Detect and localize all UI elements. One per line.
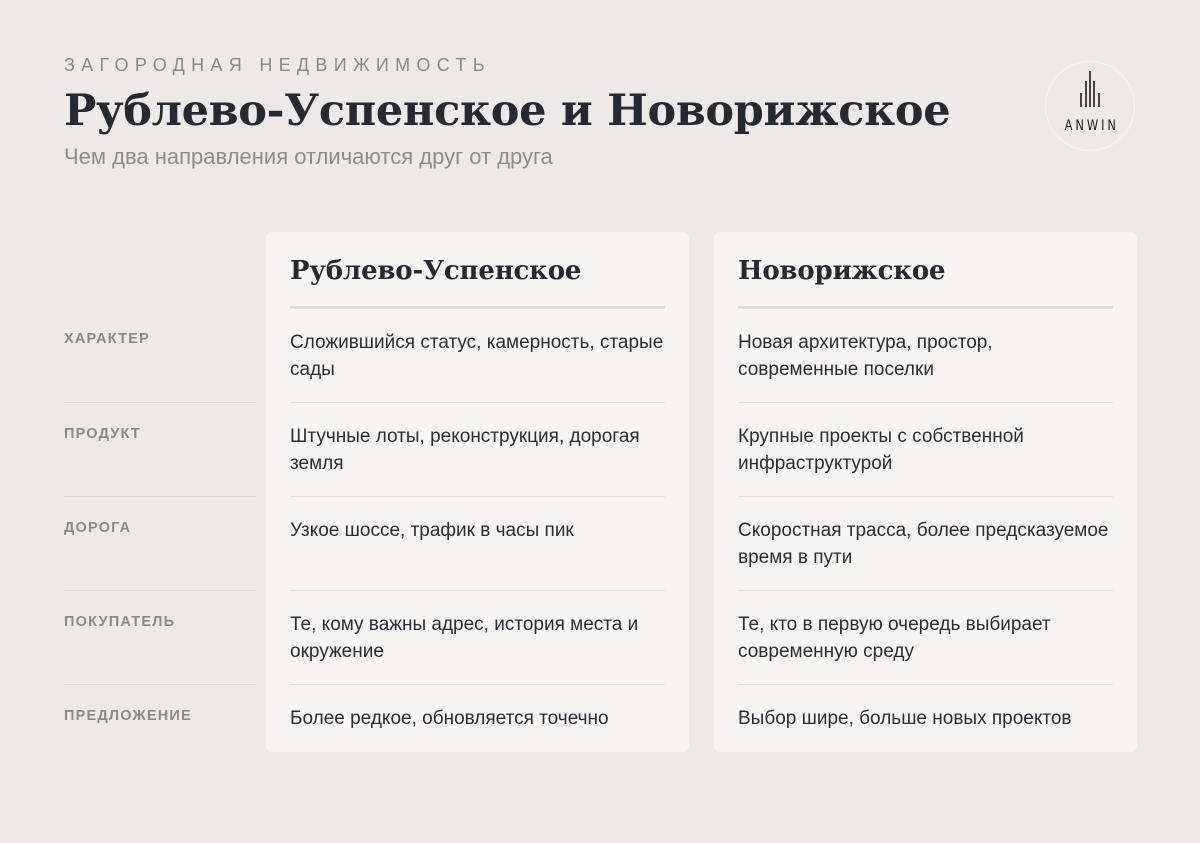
page-title: Рублево-Успенское и Новорижское [64, 86, 951, 136]
column-title: Новорижское [738, 232, 1113, 308]
row-label-road: ДОРОГА [64, 496, 256, 590]
page-subtitle: Чем два направления отличаются друг от друга [64, 144, 553, 169]
row-labels [64, 308, 256, 778]
table-cell: Более редкое, обновляется точечно [290, 684, 665, 778]
table-cell: Те, кому важны адрес, история места и окружение [290, 590, 665, 684]
table-cell: Крупные проекты с собственной инфраструктурой [738, 402, 1113, 496]
table-cell: Выбор шире, больше новых проектов [738, 684, 1113, 778]
table-cell: Узкое шоссе, трафик в часы пик [290, 496, 665, 590]
row-label-character: ХАРАКТЕР [64, 331, 151, 347]
table-cell: Скоростная трасса, более предсказуемое время в пути [738, 496, 1113, 590]
column-card-novorizhskoe [714, 232, 1137, 752]
column-title: Рублево-Успенское [290, 232, 665, 308]
section-eyebrow: ЗАГОРОДНАЯ НЕДВИЖИМОСТЬ [64, 55, 491, 75]
column-card-rublevo [266, 232, 689, 752]
row-label-buyer: ПОКУПАТЕЛЬ [64, 590, 256, 684]
table-cell: Сложившийся статус, камерность, старые сады [290, 308, 665, 402]
row-label-product: ПРОДУКТ [64, 402, 256, 496]
brand-logo-text: ANWIN [1064, 118, 1119, 134]
brand-logo [1045, 61, 1135, 151]
table-cell: Те, кто в первую очередь выбирает современную среду [738, 590, 1113, 684]
row-label-offer: ПРЕДЛОЖЕНИЕ [64, 684, 256, 778]
table-cell: Новая архитектура, простор, современные поселки [738, 308, 1113, 402]
table-cell: Штучные лоты, реконструкция, дорогая земля [290, 402, 665, 496]
building-lines-icon [1078, 71, 1102, 109]
